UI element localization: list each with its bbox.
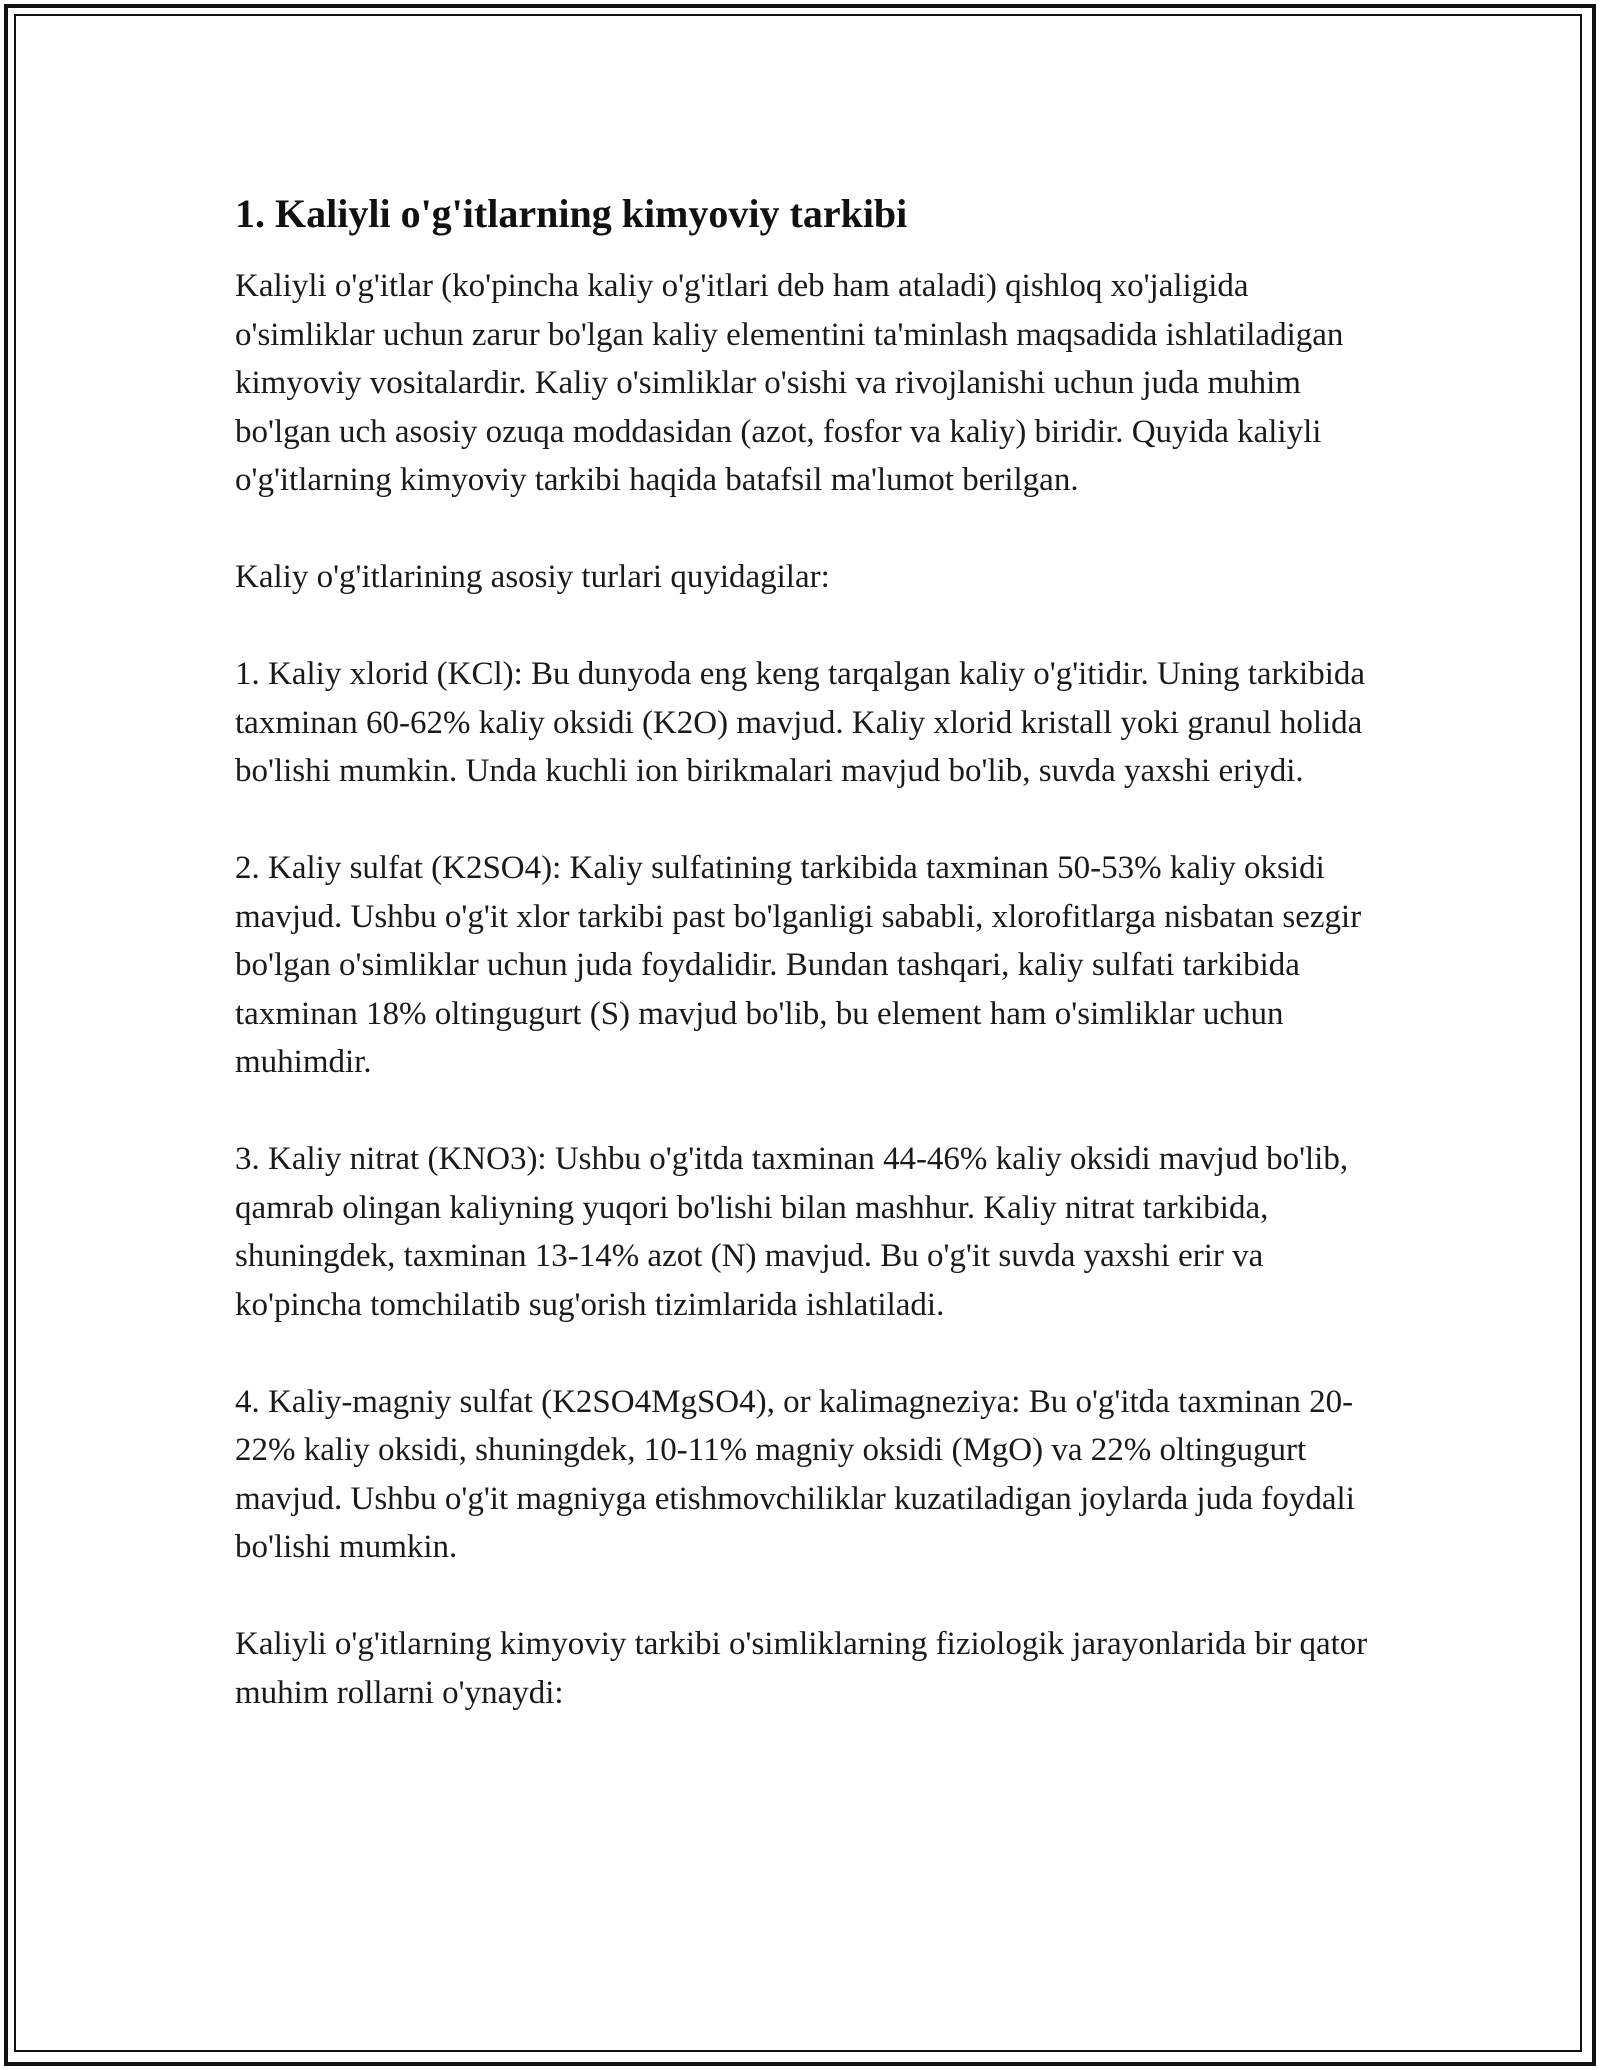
- paragraph-kno3: 3. Kaliy nitrat (KNO3): Ushbu o'g'itda taxminan 44-46% kaliy oksidi mavjud bo'lib, qamrab olingan kaliyning yuqori bo'lishi bilan mashhur. Kaliy nitrat tarkibida, shuningdek, taxminan 13-14% azot (N) mavjud. Bu o'g'it suvda yaxshi erir va ko'pincha tomchilatib sug'orish tizimlarida ishlatiladi.: [235, 1141, 1349, 1323]
- paragraph-types-heading: Kaliy o'g'itlarining asosiy turlari quyidagilar:: [235, 559, 830, 595]
- paragraph-kcl: 1. Kaliy xlorid (KCl): Bu dunyoda eng keng tarqalgan kaliy o'g'itidir. Uning tarkibida taxminan 60-62% kaliy oksidi (K2O) mavjud. Kaliy xlorid kristall yoki granul holida bo'lishi mumkin. Unda kuchli ion birikmalari mavjud bo'lib, suvda yaxshi eriydi.: [235, 656, 1366, 789]
- document-title: 1. Kaliyli o'g'itlarning kimyoviy tarkibi: [235, 191, 908, 236]
- paragraph-k2so4mgso4: 4. Kaliy-magniy sulfat (K2SO4MgSO4), or kalimagneziya: Bu o'g'itda taxminan 20-22% kaliy oksidi, shuningdek, 10-11% magniy oksidi (MgO) va 22% oltingugurt mavjud. Ushbu o'g'it magniyga etishmovchiliklar kuzatiladigan joylarda juda foydali bo'lishi mumkin.: [235, 1383, 1355, 1565]
- paragraph-k2so4: 2. Kaliy sulfat (K2SO4): Kaliy sulfatining tarkibida taxminan 50-53% kaliy oksidi mavjud. Ushbu o'g'it xlor tarkibi past bo'lganligi sababli, xlorofitlarga nisbatan sezgir bo'lgan o'simliklar uchun juda foydalidir. Bundan tashqari, kaliy sulfati tarkibida taxminan 18% oltingugurt (S) mavjud bo'lib, bu element ham o'simliklar uchun muhimdir.: [235, 850, 1362, 1080]
- paragraph-intro: Kaliyli o'g'itlar (ko'pincha kaliy o'g'itlari deb ham ataladi) qishloq xo'jaligida o'simliklar uchun zarur bo'lgan kaliy elementini ta'minlash maqsadida ishlatiladigan kimyoviy vositalardir. Kaliy o'simliklar o'sishi va rivojlanishi uchun juda muhim bo'lgan uch asosiy ozuqa moddasidan (azot, fosfor va kaliy) biridir. Quyida kaliyli o'g'itlarning kimyoviy tarkibi haqida batafsil ma'lumot berilgan.: [235, 268, 1344, 498]
- paragraph-roles: Kaliyli o'g'itlarning kimyoviy tarkibi o'simliklarning fiziologik jarayonlarida bir qator muhim rollarni o'ynaydi:: [235, 1626, 1368, 1711]
- document-body: [235, 188, 1385, 1766]
